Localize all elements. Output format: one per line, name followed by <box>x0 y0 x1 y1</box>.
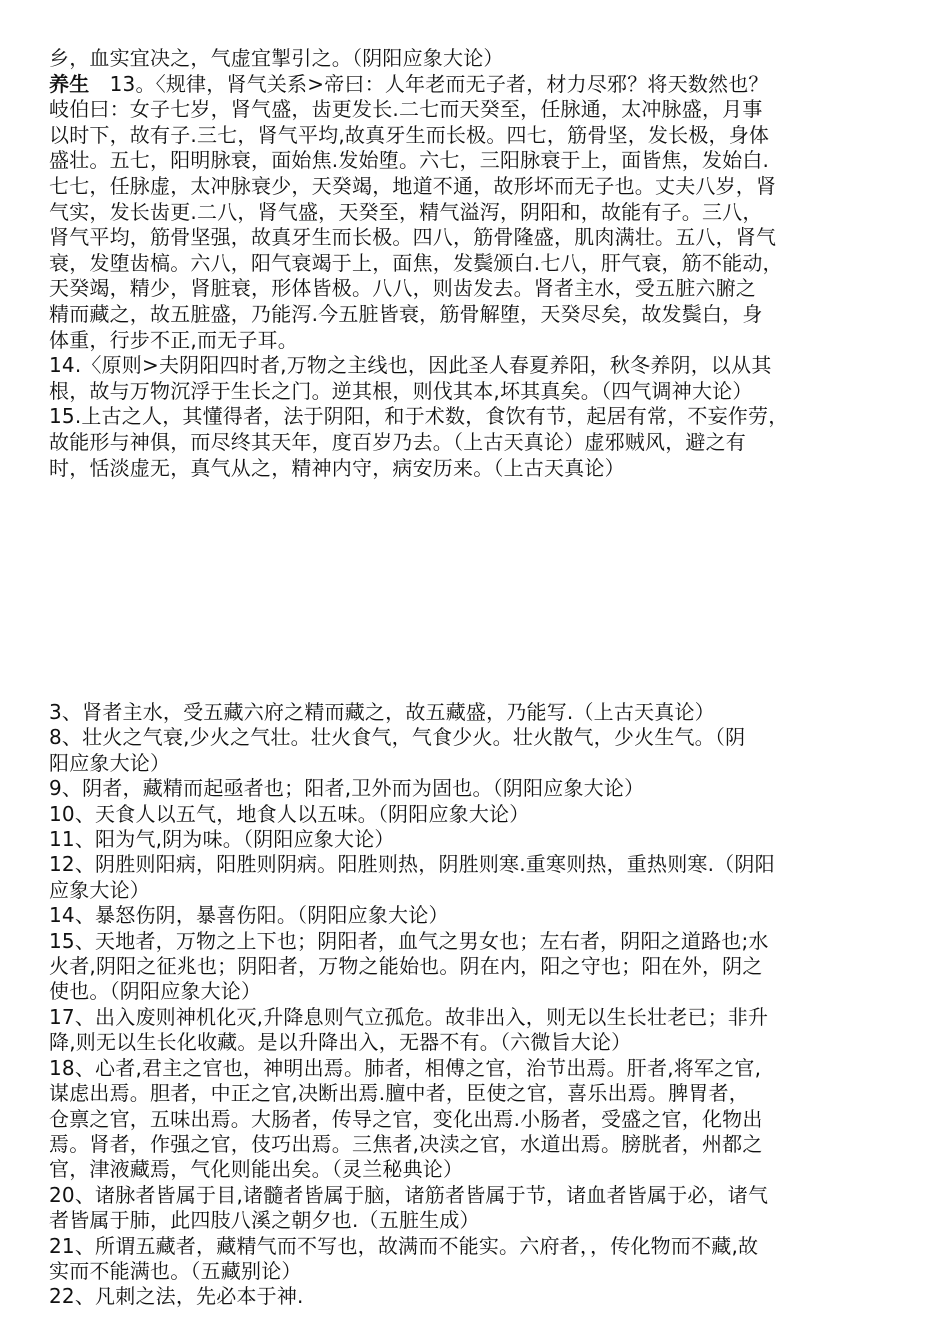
text-line: 故能形与神俱，而尽终其天年，度百岁乃去。（上古天真论）虚邪贼风，避之有 <box>49 429 746 454</box>
text-line: 谋虑出焉。胆者，中正之官,决断出焉.膻中者，臣使之官，喜乐出焉。脾胃者， <box>49 1081 749 1106</box>
text-line: 20、诸脉者皆属于目,诸髓者皆属于脑，诸筋者皆属于节，诸血者皆属于必，诸气 <box>49 1182 769 1207</box>
text-line: 15.上古之人，其懂得者，法于阴阳，和于术数，食饮有节，起居有常，不妄作劳， <box>49 404 789 429</box>
bottom-text-block <box>49 700 909 1310</box>
text-line: 七七，任脉虚，太冲脉衰少，天癸竭，地道不通，故形坏而无子也。丈夫八岁，肾 <box>49 173 777 198</box>
text-line: 使也。（阴阳应象大论） <box>49 979 262 1004</box>
text-line: 体重，行步不正,而无子耳。 <box>49 327 298 352</box>
text-line: 天癸竭，精少，肾脏衰，形体皆极。八八，则齿发去。肾者主水，受五脏六腑之 <box>49 276 756 301</box>
text-line: 12、阴胜则阳病，阳胜则阴病。阳胜则热，阴胜则寒.重寒则热，重热则寒.（阴阳 <box>49 852 775 877</box>
text-line: 官，津液藏焉，气化则能出矣。（灵兰秘典论） <box>49 1157 464 1182</box>
text-line: 应象大论） <box>49 877 150 902</box>
text-line-continuation: 13。〈规律，肾气关系>帝曰：人年老而无子者，材力尽邪？将天数然也？ <box>89 71 769 96</box>
text-line: 肾气平均，筋骨坚强，故真牙生而长极。四八，筋骨隆盛，肌肉满壮。五八，肾气 <box>49 225 777 250</box>
text-line: 9、阴者，藏精而起亟者也；阳者,卫外而为固也。（阴阳应象大论） <box>49 776 645 801</box>
text-line: 岐伯曰：女子七岁，肾气盛，齿更发长.二七而天癸至，任脉通，太冲脉盛，月事 <box>49 97 763 122</box>
text-line: 17、出入废则神机化灭,升降息则气立孤危。故非出入，则无以生长壮老已；非升 <box>49 1004 769 1029</box>
text-line: 盛壮。五七，阳明脉衰，面始焦.发始堕。六七，三阳脉衰于上，面皆焦，发始白. <box>49 148 770 173</box>
section-heading-line <box>49 72 909 98</box>
text-line: 衰，发堕齿槁。六八，阳气衰竭于上，面焦，发鬓颁白.七八，肝气衰，筋不能动， <box>49 250 783 275</box>
top-text-block <box>49 46 909 481</box>
text-line: 18、心者,君主之官也，神明出焉。肺者，相傅之官，治节出焉。肝者,将军之官, <box>49 1055 762 1080</box>
text-line: 仓禀之官，五味出焉。大肠者，传导之官，变化出焉.小肠者，受盛之官，化物出 <box>49 1106 763 1131</box>
text-line: 11、阳为气,阴为味。（阴阳应象大论） <box>49 827 395 852</box>
text-line: 焉。肾者，作强之官，伎巧出焉。三焦者,决渎之官，水道出焉。膀胱者，州都之 <box>49 1131 763 1156</box>
text-line: 火者,阴阳之征兆也；阴阳者，万物之能始也。阴在内，阳之守也；阳在外，阴之 <box>49 954 763 979</box>
text-line: 21、所谓五藏者，藏精气而不写也，故满而不能实。六府者，，传化物而不藏,故 <box>49 1233 759 1258</box>
text-line: 根，故与万物沉浮于生长之门。逆其根，则伐其本,坏其真矣。（四气调神大论） <box>49 378 753 403</box>
text-line: 以时下，故有子.三七，肾气平均,故真牙生而长极。四七，筋骨坚，发长极，身体 <box>49 122 770 147</box>
text-line: 14.〈原则>夫阴阳四时者,万物之主线也，因此圣人春夏养阳，秋冬养阴，以从其 <box>49 353 772 378</box>
section-keyword: 养生 <box>49 71 90 96</box>
text-line: 乡，血实宜决之，气虚宜掣引之。（阴阳应象大论） <box>49 46 504 70</box>
text-line: 15、天地者，万物之上下也；阴阳者，血气之男女也；左右者，阴阳之道路也;水 <box>49 928 769 953</box>
text-line: 者皆属于肺，此四肢八溪之朝夕也.（五脏生成） <box>49 1208 480 1233</box>
text-line: 气实，发长齿更.二八，肾气盛，天癸至，精气溢泻，阴阳和，故能有子。三八， <box>49 199 763 224</box>
text-line: 阳应象大论） <box>49 750 171 775</box>
text-line: 实而不能满也。（五藏别论） <box>49 1258 302 1283</box>
text-line: 8、壮火之气衰,少火之气壮。壮火食气，气食少火。壮火散气，少火生气。（阴 <box>49 725 746 750</box>
text-line: 精而藏之，故五脏盛，乃能泻.今五脏皆衰，筋骨解堕，天癸尽矣，故发鬓白，身 <box>49 301 763 326</box>
text-line: 3、肾者主水，受五藏六府之精而藏之，故五藏盛，乃能写.（上古天真论） <box>49 700 715 724</box>
text-line: 时，恬淡虚无，真气从之，精神内守，病安历来。（上古天真论） <box>49 455 625 480</box>
text-line: 22、凡刺之法，先必本于神. <box>49 1284 304 1309</box>
text-line: 10、天食人以五气，地食人以五味。（阴阳应象大论） <box>49 801 530 826</box>
text-line: 降,则无以生长化收藏。是以升降出入，无器不有。（六微旨大论） <box>49 1030 632 1055</box>
text-line: 14、暴怒伤阴，暴喜伤阳。（阴阳应象大论） <box>49 903 449 928</box>
